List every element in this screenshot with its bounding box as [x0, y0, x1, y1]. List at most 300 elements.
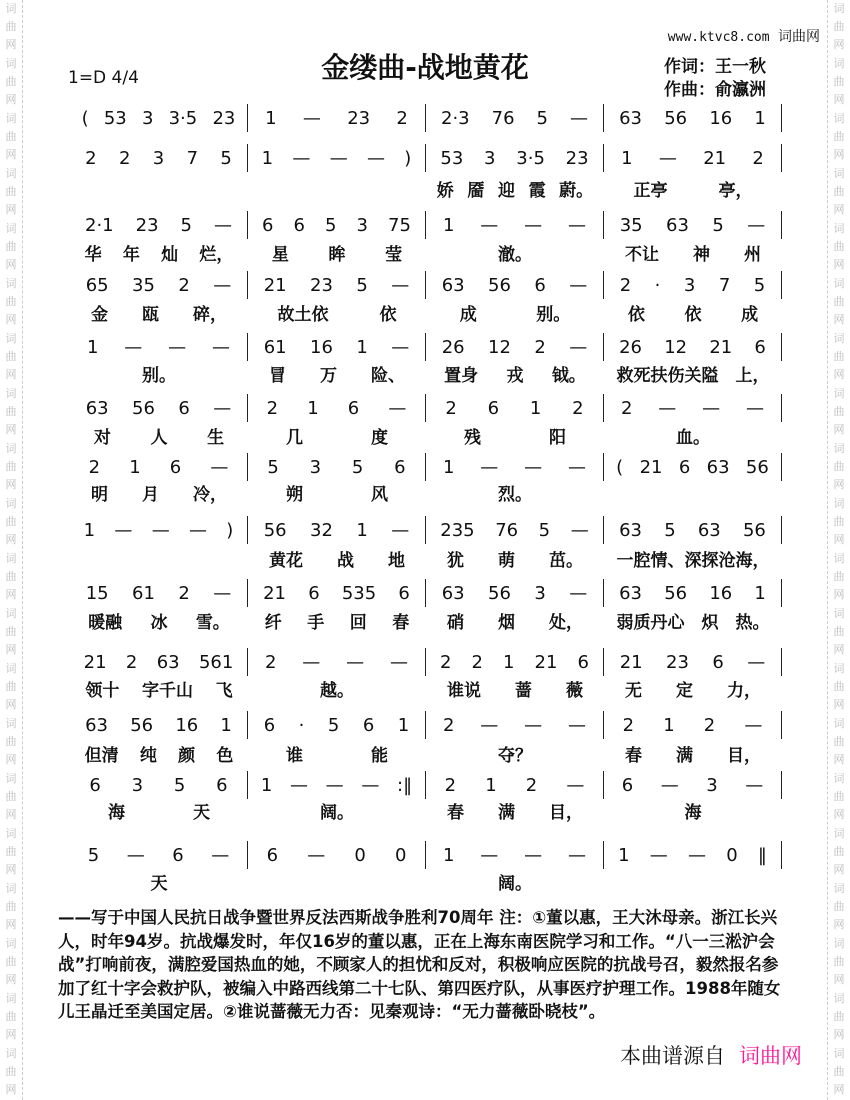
lyric-word: 海	[108, 803, 125, 823]
note: —	[213, 274, 232, 296]
watermark-char: 词	[5, 937, 17, 950]
note: 53	[440, 147, 464, 169]
watermark-char: 网	[833, 258, 845, 271]
measure	[604, 771, 782, 799]
note: 63	[156, 651, 180, 673]
lyric-word: 力，	[727, 681, 761, 701]
watermark-char: 网	[833, 753, 845, 766]
staff-row	[70, 333, 782, 361]
note: 21	[619, 651, 643, 673]
lyric-word: 星	[271, 245, 289, 265]
measure	[426, 579, 604, 607]
measure	[604, 104, 782, 132]
lyric-measure	[70, 608, 248, 633]
lyric-word: 残	[464, 428, 481, 448]
watermark-char: 曲	[5, 955, 17, 968]
lyric-measure	[604, 546, 782, 571]
note: 65	[85, 274, 109, 296]
lyric-measure	[248, 423, 426, 448]
lyric-word: 冰	[150, 613, 168, 633]
note: 2	[622, 714, 635, 736]
measure	[70, 516, 248, 544]
watermark-char: 词	[833, 552, 845, 565]
note: 63	[85, 714, 108, 736]
measure	[70, 841, 248, 869]
measure	[426, 144, 604, 172]
lyric-word: 血。	[676, 428, 710, 448]
lyric-word: 娇	[436, 181, 454, 201]
note: 3	[152, 147, 165, 169]
note: —	[524, 714, 543, 736]
measure	[248, 771, 426, 799]
watermark-char: 网	[833, 93, 845, 106]
note: —	[346, 651, 365, 673]
measure	[248, 648, 426, 676]
watermark-char: 词	[5, 882, 17, 895]
note: 56	[664, 107, 688, 129]
staff-row	[70, 394, 782, 422]
note: —	[213, 582, 232, 604]
note: )	[226, 519, 234, 541]
measure	[604, 648, 782, 676]
note: 23	[347, 107, 371, 129]
note: —	[566, 774, 585, 796]
lyrics-row	[70, 798, 782, 823]
watermark-char: 词	[833, 662, 845, 675]
lyric-measure	[604, 176, 782, 201]
note: 6	[577, 651, 589, 673]
note: 535	[341, 582, 377, 604]
lyric-word: 海	[684, 803, 702, 823]
lyric-word: 风	[371, 485, 388, 505]
watermark-char: 网	[5, 918, 17, 931]
lyric-word: 萌	[498, 551, 515, 571]
note: 56	[263, 519, 287, 541]
measure	[604, 841, 782, 869]
note: 21	[534, 651, 558, 673]
note: 63	[619, 519, 642, 541]
lyric-word: 黄花	[269, 551, 303, 571]
lyric-word: 依	[684, 305, 702, 325]
watermark-char: 词	[5, 332, 17, 345]
watermark-char: 词	[833, 387, 845, 400]
watermark-char: 词	[5, 222, 17, 235]
watermark-char: 曲	[833, 900, 845, 913]
note: :‖	[397, 774, 413, 796]
note: 5	[753, 274, 766, 296]
note: 5	[356, 274, 368, 296]
note: —	[569, 274, 588, 296]
watermark-char: 曲	[5, 460, 17, 473]
note: —	[569, 582, 588, 604]
note: 75	[388, 214, 411, 236]
note: 6	[293, 214, 305, 236]
watermark-char: 网	[5, 148, 17, 161]
note: 35	[132, 274, 155, 296]
note: 2	[471, 651, 483, 673]
note: —	[702, 397, 721, 419]
watermark-char: 网	[5, 368, 17, 381]
lyric-word: 蔷	[515, 681, 532, 701]
watermark-char: 曲	[833, 845, 845, 858]
note: 12	[664, 336, 688, 358]
watermark-char: 词	[5, 717, 17, 730]
note: —	[168, 336, 187, 358]
lyric-measure	[604, 300, 782, 325]
lyric-word: 人	[150, 428, 168, 448]
watermark-char: 词	[5, 1047, 17, 1060]
watermark-char: 词	[833, 827, 845, 840]
note: —	[569, 336, 588, 358]
note: 1	[220, 714, 232, 736]
lyric-word: 烂，	[199, 245, 234, 265]
note: —	[289, 774, 308, 796]
lyrics-row	[70, 240, 782, 265]
measure	[426, 211, 604, 239]
note: 2	[178, 582, 190, 604]
note: 23	[565, 147, 589, 169]
lyric-word: 烟	[498, 613, 515, 633]
lyric-measure	[604, 240, 782, 265]
note: 32	[310, 519, 333, 541]
staff-row	[70, 711, 782, 739]
note: —	[329, 147, 348, 169]
note: 6	[263, 714, 276, 736]
lyric-word: 纯	[139, 746, 157, 766]
note: 2	[534, 336, 546, 358]
note: —	[361, 774, 380, 796]
measure	[248, 711, 426, 739]
staff-row	[70, 271, 782, 299]
measure	[426, 394, 604, 422]
lyric-measure	[604, 676, 782, 701]
note: 1	[356, 519, 368, 541]
measure	[70, 144, 248, 172]
watermark-char: 网	[833, 588, 845, 601]
measure	[248, 333, 426, 361]
note: 63	[619, 107, 642, 129]
measure	[248, 841, 426, 869]
lyric-word: 对	[93, 428, 111, 448]
note: 5	[87, 844, 100, 866]
note: 16	[709, 107, 733, 129]
note: 5	[173, 774, 186, 796]
measure	[426, 841, 604, 869]
watermark-char: 词	[5, 662, 17, 675]
watermark-char: 曲	[5, 845, 17, 858]
lyric-word: 依	[627, 305, 645, 325]
key-time-signature: 1=D 4/4	[68, 68, 139, 88]
note: —	[568, 844, 587, 866]
lyric-word: 冒	[269, 366, 286, 386]
lyric-measure	[248, 741, 426, 766]
watermark-char: 词	[833, 57, 845, 70]
lyric-measure	[426, 423, 604, 448]
lyric-measure	[426, 869, 604, 894]
lyric-word: 春	[392, 613, 410, 633]
measure	[70, 579, 248, 607]
note: 1	[754, 582, 766, 604]
watermark-char: 曲	[833, 1065, 845, 1078]
watermark-char: 曲	[5, 625, 17, 638]
note: 21	[703, 147, 727, 169]
lyric-word: 目，	[727, 746, 761, 766]
lyric-word: 谁说	[447, 681, 481, 701]
lyric-measure	[604, 798, 782, 823]
note: —	[658, 147, 677, 169]
lyric-word: 字千山	[141, 681, 193, 701]
note: )	[404, 147, 412, 169]
note: 56	[488, 274, 511, 296]
watermark-char: 网	[833, 918, 845, 931]
measure	[70, 271, 248, 299]
note: 1	[397, 714, 410, 736]
watermark-char: 词	[833, 442, 845, 455]
lyric-measure	[604, 480, 782, 505]
watermark-char: 曲	[833, 955, 845, 968]
note: 1	[86, 336, 99, 358]
note: 5	[180, 214, 192, 236]
lyrics-row	[70, 869, 782, 894]
measure	[426, 771, 604, 799]
note: 76	[495, 519, 519, 541]
watermark-char: 词	[5, 772, 17, 785]
note: —	[568, 714, 587, 736]
watermark-char: 网	[833, 478, 845, 491]
lyric-word: 夺？	[498, 746, 532, 766]
watermark-char: 曲	[833, 130, 845, 143]
measure	[70, 648, 248, 676]
staff-row	[70, 453, 782, 481]
lyric-word: 薇	[566, 681, 583, 701]
lyric-word: 澈。	[498, 245, 532, 265]
source-credit	[620, 1040, 802, 1070]
note: —	[213, 397, 232, 419]
lyric-measure	[426, 608, 604, 633]
watermark-char: 网	[833, 423, 845, 436]
measure	[426, 104, 604, 132]
note: 16	[709, 582, 733, 604]
note: 6	[172, 844, 184, 866]
watermark-char: 网	[833, 1083, 845, 1096]
lyric-word: 依	[379, 305, 397, 325]
staff-row	[70, 516, 782, 544]
note: —	[747, 214, 766, 236]
note: 2	[572, 397, 584, 419]
note: 1	[621, 147, 633, 169]
note: 76	[491, 107, 515, 129]
watermark-char: 曲	[833, 350, 845, 363]
note: 63	[441, 274, 465, 296]
note: 3·5	[516, 147, 545, 169]
note: 63	[441, 582, 465, 604]
site-url: www.ktvc8.com	[667, 30, 770, 45]
watermark-char: 词	[5, 277, 17, 290]
note: 61	[132, 582, 155, 604]
lyric-measure	[248, 676, 426, 701]
note: 1	[485, 774, 497, 796]
watermark-char: 网	[833, 533, 845, 546]
watermark-char: 词	[833, 1047, 845, 1060]
measure	[604, 333, 782, 361]
note: 6	[169, 456, 182, 478]
note: 2	[264, 651, 277, 673]
note: 21	[263, 274, 287, 296]
note: 3	[131, 774, 144, 796]
note: —	[524, 456, 543, 478]
note: 1	[663, 714, 675, 736]
note: 15	[85, 582, 109, 604]
note: 56	[742, 519, 766, 541]
watermark-char: 网	[5, 808, 17, 821]
lyric-measure	[70, 240, 248, 265]
lyric-word: 州	[744, 245, 761, 265]
measure	[604, 516, 782, 544]
lyric-word: 硝	[447, 613, 464, 633]
lyric-word: 霞	[528, 181, 546, 201]
note: 23	[135, 214, 159, 236]
note: 63	[697, 519, 721, 541]
note: 3	[309, 456, 322, 478]
measure	[604, 711, 782, 739]
lyric-measure	[70, 869, 248, 894]
lyrics-row	[70, 176, 782, 201]
lyric-word: 满	[676, 746, 693, 766]
watermark-char: 词	[833, 607, 845, 620]
watermark-char: 词	[5, 827, 17, 840]
note: 1	[261, 147, 274, 169]
note: 1	[442, 844, 455, 866]
measure	[604, 453, 782, 481]
watermark-char: 曲	[5, 295, 17, 308]
note: 12	[488, 336, 511, 358]
lyric-word: 度	[371, 428, 388, 448]
note: —	[188, 519, 207, 541]
lyric-word: 定	[676, 681, 693, 701]
lyric-word: 地	[388, 551, 405, 571]
note: —	[302, 107, 321, 129]
lyric-word: 戎	[506, 366, 524, 386]
note: 5	[536, 107, 548, 129]
note: 0	[726, 844, 738, 866]
note: 6	[347, 397, 360, 419]
note: —	[114, 519, 133, 541]
note: 2	[703, 714, 716, 736]
lyric-word: 年	[122, 245, 140, 265]
lyric-word: 正亭	[633, 181, 668, 201]
measure	[426, 333, 604, 361]
note: 2	[396, 107, 408, 129]
watermark-char: 曲	[5, 130, 17, 143]
note: —	[214, 214, 232, 236]
note: 56	[664, 582, 688, 604]
lyric-word: 上，	[735, 366, 770, 386]
lyric-word: 弱质丹心	[616, 613, 685, 633]
staff-row	[70, 841, 782, 869]
note: —	[658, 397, 677, 419]
note: 1	[503, 651, 515, 673]
note: 3	[141, 107, 154, 129]
note: 1	[129, 456, 141, 478]
lyric-word: 满	[498, 803, 515, 823]
lyric-measure	[248, 300, 426, 325]
lyric-word: 能	[371, 746, 388, 766]
footnote: ——写于中国人民抗日战争暨世界反法西斯战争胜利70周年 注：①董以惠，王大沐母亲。浙江长兴人，时年94岁。抗战爆发时，年仅16岁的董以惠，正在上海东南医院学习和工作。“八一三淞沪会战”打响前夜，满腔爱国热血的她，不顾家人的担忧和反对，积极响应医院的抗战号召，毅然报名参加了红十字会救护队，被编入中路西线第二十七队、第四医疗队，从事医疗护理工作。1988年随女儿王晶迁至美国定居。②谁说蔷薇无力否：见秦观诗：“无力蔷薇卧晓枝”。	[58, 908, 781, 1021]
watermark-char: 词	[833, 497, 845, 510]
song-title: 金缕曲-战地黄花	[321, 51, 529, 84]
note: —	[388, 397, 407, 419]
measure	[70, 711, 248, 739]
watermark-char: 词	[5, 387, 17, 400]
lyric-measure	[426, 480, 604, 505]
watermark-char: 曲	[5, 1065, 17, 1078]
note: 6	[678, 456, 691, 478]
note: —	[391, 274, 410, 296]
note: (	[81, 107, 89, 129]
lyric-word: 战	[337, 551, 354, 571]
watermark-char: 曲	[5, 900, 17, 913]
note: —	[480, 714, 499, 736]
lyric-word: 迎	[497, 181, 515, 201]
watermark-char: 曲	[833, 460, 845, 473]
side-watermark-left	[0, 0, 23, 1100]
lyric-word: 阔。	[320, 803, 354, 823]
note: —	[570, 519, 589, 541]
watermark-char: 词	[5, 992, 17, 1005]
lyric-word: 目，	[549, 803, 583, 823]
measure	[604, 579, 782, 607]
note: 3	[356, 214, 368, 236]
side-watermark-right	[827, 0, 850, 1100]
watermark-char: 网	[833, 698, 845, 711]
note: 6	[534, 274, 546, 296]
note: ·	[298, 714, 305, 736]
lyric-word: 不让	[625, 245, 659, 265]
note: 6	[487, 397, 500, 419]
lyric-word: 瓯	[142, 305, 159, 325]
watermark-char: 曲	[833, 790, 845, 803]
lyrics-row	[70, 423, 782, 448]
lyric-word: 一腔情、深探沧海，	[616, 551, 770, 571]
note: 21	[639, 456, 663, 478]
lyrics-row	[70, 480, 782, 505]
note: 7	[186, 147, 199, 169]
lyric-word: 救死扶伤关隘	[616, 366, 719, 386]
watermark-char: 网	[5, 93, 17, 106]
note: 26	[441, 336, 465, 358]
note: 2	[125, 651, 138, 673]
watermark-char: 网	[833, 863, 845, 876]
measure	[248, 211, 426, 239]
lyric-word: 热。	[735, 613, 770, 633]
lyric-measure	[248, 361, 426, 386]
lyric-word: 万	[320, 366, 337, 386]
watermark-char: 词	[833, 277, 845, 290]
lyric-measure	[604, 741, 782, 766]
note: ·	[654, 274, 661, 296]
note: 2	[118, 147, 131, 169]
watermark-char: 网	[5, 423, 17, 436]
note: 1	[442, 214, 455, 236]
note: 1	[754, 107, 766, 129]
lyric-measure	[248, 798, 426, 823]
lyric-measure	[248, 176, 426, 201]
watermark-char: 网	[833, 1028, 845, 1041]
watermark-char: 曲	[5, 185, 17, 198]
watermark-char: 曲	[5, 350, 17, 363]
lyric-word: 别。	[536, 305, 571, 325]
watermark-char: 曲	[5, 680, 17, 693]
